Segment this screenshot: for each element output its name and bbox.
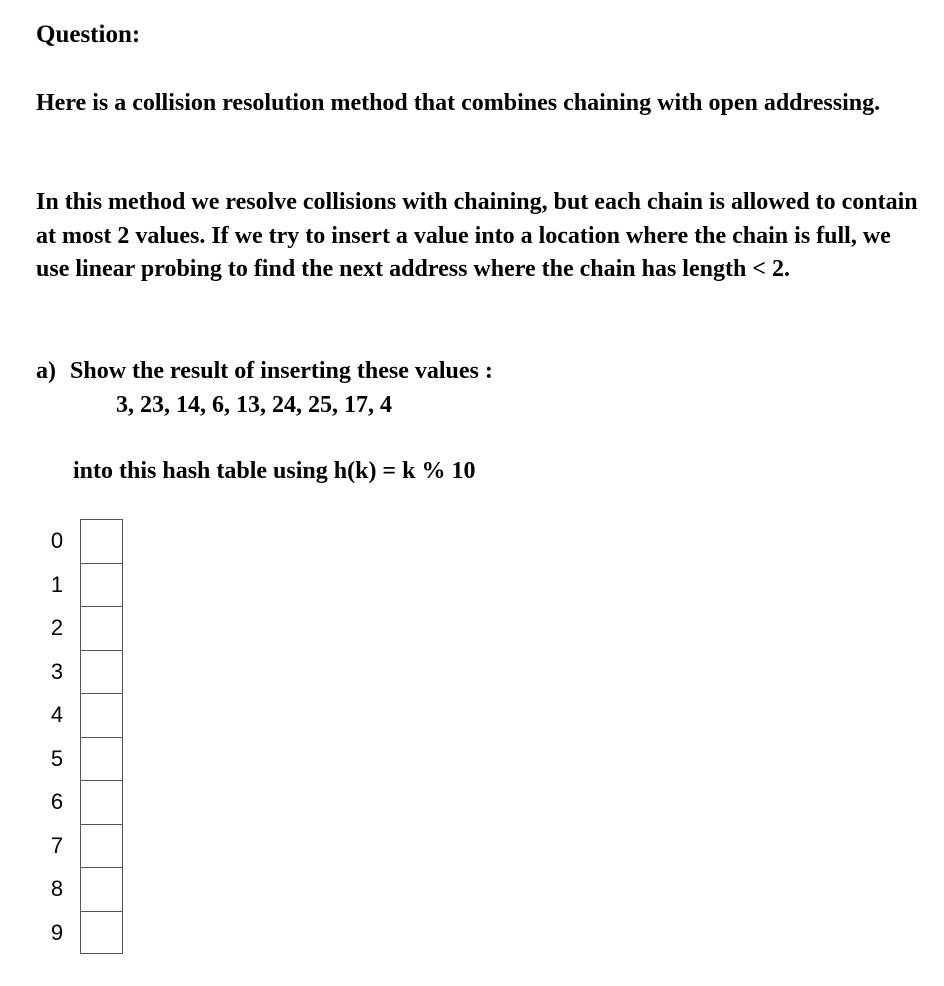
hash-table-cell-8[interactable] — [80, 867, 123, 911]
hash-table-cell-0[interactable] — [80, 519, 123, 563]
hash-table-index: 3 — [50, 658, 64, 684]
intro-paragraph: Here is a collision resolution method that combines chaining with open addressing. — [36, 90, 881, 116]
hash-table-index: 1 — [50, 571, 64, 597]
hash-table-index: 6 — [50, 789, 64, 814]
hash-table-cell-1[interactable] — [80, 563, 123, 607]
hash-function-description: into this hash table using h(k) = k % 10 — [73, 458, 476, 484]
hash-table-index: 0 — [50, 528, 64, 553]
part-a-prompt: Show the result of inserting these values : — [70, 358, 493, 384]
hash-table-index: 9 — [50, 919, 64, 945]
hash-table-index: 2 — [50, 615, 64, 640]
hash-table-cell-7[interactable] — [80, 824, 123, 868]
hash-table-cell-6[interactable] — [80, 780, 123, 824]
insert-values: 3, 23, 14, 6, 13, 24, 25, 17, 4 — [116, 392, 392, 418]
question-heading: Question: — [36, 21, 141, 48]
method-paragraph: In this method we resolve collisions with chaining, but each chain is allowed to contain at most 2 values. If we try to insert a value into a location where the chain is full, we use linear probing to find the next address where the chain has length < 2. — [36, 189, 918, 282]
hash-table-cell-5[interactable] — [80, 737, 123, 781]
hash-table-cell-2[interactable] — [80, 606, 123, 650]
part-a-label: a) — [36, 358, 56, 384]
hash-table-cell-4[interactable] — [80, 693, 123, 737]
hash-table-cell-9[interactable] — [80, 911, 123, 955]
hash-table-index: 4 — [50, 702, 64, 727]
hash-table-index: 7 — [50, 832, 64, 858]
hash-table-index: 8 — [50, 876, 64, 901]
hash-table-index: 5 — [50, 745, 64, 771]
hash-table-cell-3[interactable] — [80, 650, 123, 694]
